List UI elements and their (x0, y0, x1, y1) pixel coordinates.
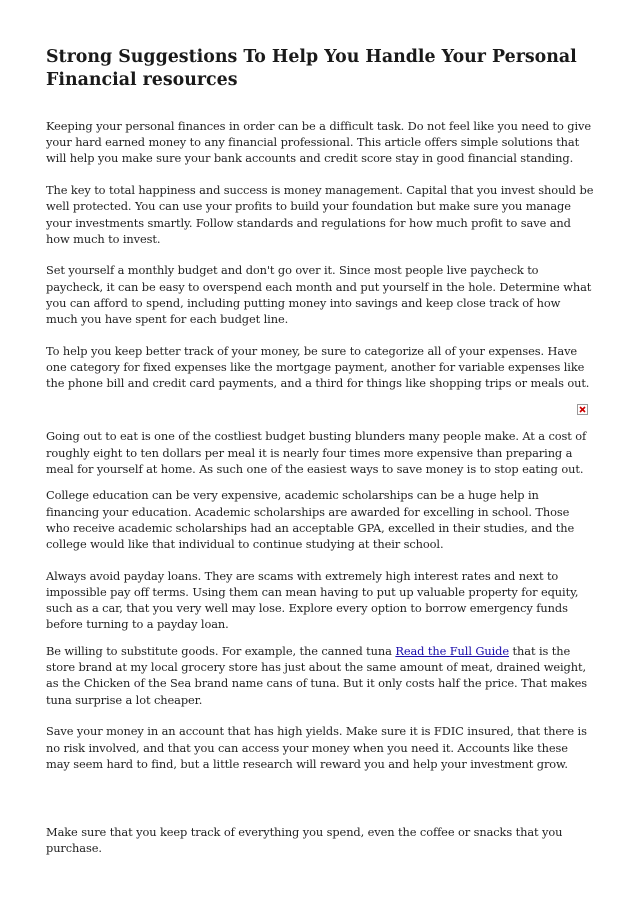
paragraph-eating-out: Going out to eat is one of the costliest budget busting blunders many people make. At a cost of roughly eight to ten dollars per meal it is nearly four times more expensive than preparing a meal for yourself at home. As such one of the easiest ways to save money is to stop eating out. (46, 429, 587, 476)
paragraph-spacer (46, 772, 594, 824)
broken-image-icon (577, 404, 588, 415)
paragraph-substitute-goods-before: Be willing to substitute goods. For example, the canned tuna (46, 644, 396, 659)
paragraph-intro: Keeping your personal finances in order can be a difficult task. Do not feel like you need to give your hard earned money to any financial professional. This article offers simple solutions that will help you make sure your bank accounts and credit score stay in good financial standing. (46, 119, 592, 166)
read-full-guide-link[interactable]: Read the Full Guide (395, 644, 510, 659)
paragraph-money-management: The key to total happiness and success is money management. Capital that you invest should be well protected. You can use your profits to build your foundation but make sure you manage your investments smartly. Follow standards and regulations for how much profit to save and how much to invest. (46, 183, 594, 246)
paragraph-monthly-budget: Set yourself a monthly budget and don't go over it. Since most people live paycheck to paycheck, it can be easy to overspend each month and put yourself in the hole. Determine what you can afford to spend, including putting money into savings and keep close track of how much you have spent for each budget line. (46, 263, 592, 327)
paragraph-scholarships: College education can be very expensive, academic scholarships can be a huge help in financing your education. Academic scholarships are awarded for excelling in school. Those who receive academic scholarships had an acceptable GPA, excelled in their studies, and the college would like that individual to continue studying at their school. (46, 488, 575, 552)
paragraph-categorize-expenses: To help you keep better track of your money, be sure to categorize all of your expenses. Have one category for fixed expenses like the mortgage payment, another for variable expenses like the phone bill and credit card payments, and a third for things like shopping trips or meals out. (46, 343, 590, 391)
paragraph-substitute-goods-after: that is the store brand at my local grocery store has just about the same amount of meat, drained weight, as the Chicken of the Sea brand name cans of tuna. But it only costs half the price. That makes tuna surprise a lot cheaper. (46, 644, 588, 707)
paragraph-payday-loans: Always avoid payday loans. They are scams with extremely high interest rates and next to impossible pay off terms. Using them can mean having to put up valuable property for equity, such as a car, that you very well may lose. Explore every option to borrow emergency funds before turning to a payday loan. (46, 568, 579, 632)
document-page (46, 46, 594, 856)
paragraph-high-yield-account: Save your money in an account that has high yields. Make sure it is FDIC insured, that there is no risk involved, and that you can access your money when you need it. Accounts like these may seem hard to find, but a little research will reward you and help your investment grow. (46, 724, 587, 771)
paragraph-substitute-goods (46, 643, 594, 708)
image-placeholder-row (46, 391, 594, 418)
article-title: Strong Suggestions To Help You Handle Your Personal Financial resources (46, 47, 577, 90)
paragraph-track-spending: Make sure that you keep track of everything you spend, even the coffee or snacks that you purchase. (46, 825, 563, 856)
